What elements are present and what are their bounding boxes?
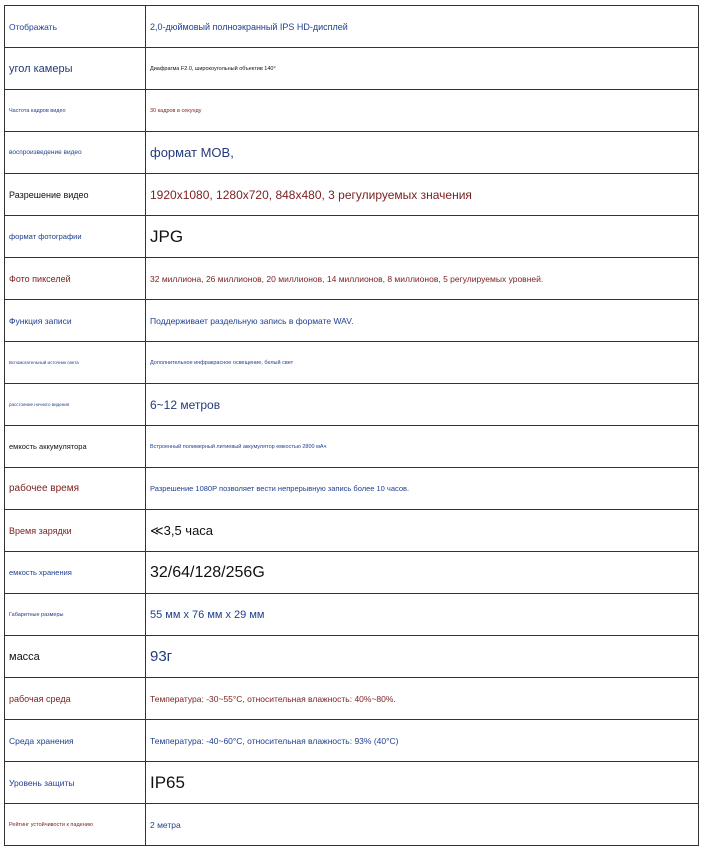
row-label: Вспомогательный источник света [5,342,146,384]
row-label: Фото пикселей [5,258,146,300]
table-row [5,720,699,762]
row-value: 2 метра [146,804,699,846]
row-value: Температура: -40~60°C, относительная влажность: 93% (40°C) [146,720,699,762]
row-value: Поддерживает раздельную запись в формате WAV. [146,300,699,342]
table-row [5,216,699,258]
row-value: 32 миллиона, 26 миллионов, 20 миллионов, 14 миллионов, 8 миллионов, 5 регулируемых уровней. [146,258,699,300]
row-label: формат фотографии [5,216,146,258]
table-row [5,636,699,678]
row-value: 32/64/128/256G [146,552,699,594]
table-row [5,6,699,48]
row-value: Дополнительное инфракрасное освещение, белый свет [146,342,699,384]
table-row [5,552,699,594]
row-label: Среда хранения [5,720,146,762]
table-row [5,48,699,90]
table-row [5,174,699,216]
row-label: рабочее время [5,468,146,510]
row-value: Разрешение 1080P позволяет вести непрерывную запись более 10 часов. [146,468,699,510]
row-value: 30 кадров в секунду [146,90,699,132]
row-value: Температура: -30~55°C, относительная влажность: 40%~80%. [146,678,699,720]
table-row [5,804,699,846]
row-value: формат MOB, [146,132,699,174]
table-row [5,594,699,636]
table-row [5,342,699,384]
row-label: Разрешение видео [5,174,146,216]
row-value: IP65 [146,762,699,804]
row-label: Рейтинг устойчивости к падению [5,804,146,846]
table-row [5,468,699,510]
row-label: емкость аккумулятора [5,426,146,468]
row-label: угол камеры [5,48,146,90]
table-row [5,258,699,300]
row-label: Уровень защиты [5,762,146,804]
row-value: 1920x1080, 1280x720, 848x480, 3 регулируемых значения [146,174,699,216]
row-value: 6~12 метров [146,384,699,426]
row-label: масса [5,636,146,678]
table-row [5,384,699,426]
row-value: Диафрагма F2.0, широкоугольный объектив 140° [146,48,699,90]
row-label: Время зарядки [5,510,146,552]
table-row [5,300,699,342]
table-row [5,132,699,174]
row-value: 2,0-дюймовый полноэкранный IPS HD-дисплей [146,6,699,48]
row-label: воспроизведение видео [5,132,146,174]
row-label: рабочая среда [5,678,146,720]
row-value: 55 мм x 76 мм x 29 мм [146,594,699,636]
table-row [5,762,699,804]
row-label: емкость хранения [5,552,146,594]
row-value: Встроенный полимерный литиевый аккумулятор емкостью 2800 мАч [146,426,699,468]
row-label: Отображать [5,6,146,48]
row-label: Габаритные размеры [5,594,146,636]
row-value: JPG [146,216,699,258]
row-label: Частота кадров видео [5,90,146,132]
table-row [5,426,699,468]
row-label: Функция записи [5,300,146,342]
spec-table [4,5,699,846]
table-row [5,510,699,552]
row-value: 93г [146,636,699,678]
table-row [5,678,699,720]
table-row [5,90,699,132]
row-value: ≪3,5 часа [146,510,699,552]
row-label: расстояние ночного видения [5,384,146,426]
